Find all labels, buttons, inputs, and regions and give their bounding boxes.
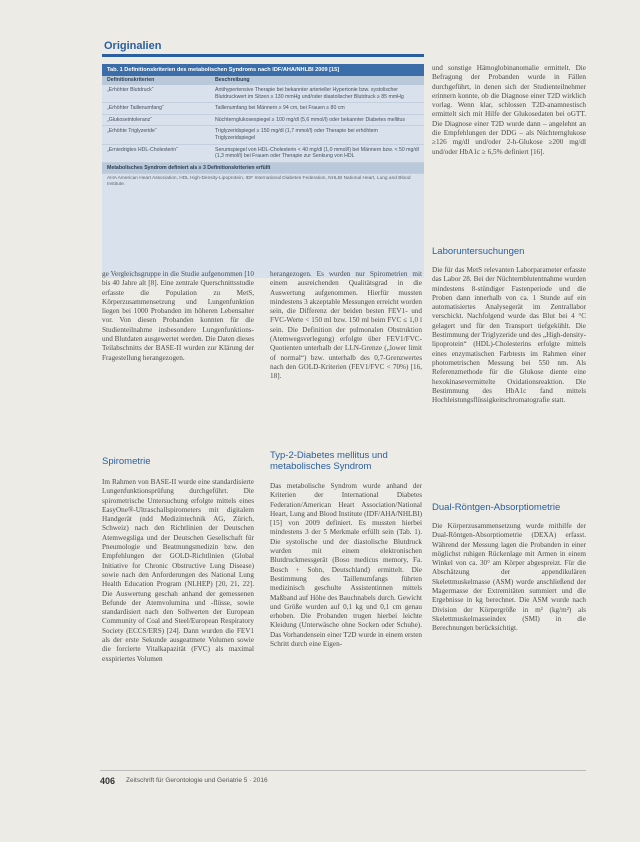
table-header-description: Beschreibung (215, 77, 250, 83)
table-summary-row: Metabolisches Syndrom definiert als ≥ 3 Definitionskriterien erfüllt (102, 163, 424, 175)
section-rule (102, 54, 424, 57)
table-cell-description: Serumspiegel von HDL-Cholesterin < 40 mg/dl (1,0 mmol/l) bei Männern bzw. < 50 mg/dl (1,3 mmol/l) bei Frauen oder Therapie zur Senkung von HDL (215, 146, 419, 160)
footer-rule (100, 770, 586, 771)
criteria-table (102, 64, 424, 278)
paragraph: Die für das MetS relevanten Laborparameter erfasste das Labor 28. Bei der Nüchternblutentnahme wurden mindestens 8-stündiger Fastenperiode und die Proben dann innerhalb von ca. 1 Stunde auf ein automatisiertes Analysegerät im Zentrallabor verschickt. Nachfolgend wurde das Blut bei 4 °C gelagert und für den Transport tiefgekühlt. Die Bestimmung der Triglyzeride und des „High-density-lipoprotein“ (HDL)-Cholesterins erfolgte mittels eines enzymatischen Farbtests im Rahmen einer photometrischen Messung bei 550 nm. Als Referenzmethode für die Glukose diente eine hexokinasevermittelte Oxidationsreaktion. Die Bestimmung des HbA1c fand mittels Hochleistungsflüssigkeitschromatografie statt. (432, 266, 586, 405)
paragraph: ge Vergleichsgruppe in die Studie aufgenommen [10 bis 40 Jahre alt [8]. Eine zentrale Querschnittsstudie erfasste die Population zu MetS, Körperzusammensetzung und Lungenfunktion liegen bei 1000 Probanden im höheren Lebensalter vor. Von diesen Probanden konnten für die Studienteilnahme insbesondere Lungenfunktions- und Blutdaten ausgewertet werden. Die Daten dieses Teilabschnitts der BASE-II wurden zur Klärung der Fragestellung herangezogen. (102, 270, 254, 362)
table-row (102, 145, 424, 163)
heading-dual-roentgen: Dual-Röntgen-Absorptiometrie (432, 502, 561, 513)
paragraph: Das metabolische Syndrom wurde anhand der Kriterien der International Diabetes Federation/American Heart Association/National Heart, Lung and Blood Institute (IDF/AHA/NHLBI) [15] von 2009 definiert. Es mussten hierbei mindestens 3 der 5 Merkmale erfüllt sein (Tab. 1). Die systolische und der diastolische Blutdruck wurden mit einem elektronischen Blutdruckmessgerät (Boso medicus memory, Fa. Bosch + Sohn, Deutschland) ermittelt. Die Bestimmung des Taillenumfangs führten medizinisch geschulte Assistentinnen mittels Maßband auf Höhe des Bauchnabels durch. Gewicht und Größe wurden auf 0,1 kg und 0,1 cm genau erhoben. Die Probanden trugen hierbei leichte Kleidung (Unterwäsche ohne Socken oder Schuhe). Das Vorhandensein einer T2D wurde in einem ersten Schritt durch eine Eigen- (270, 482, 422, 649)
paragraph: herangezogen. Es wurden nur Spirometrien mit einem ausreichenden Qualitätsgrad in die Auswertung aufgenommen. Hierfür mussten mindestens 3 akzeptable Messungen erreicht worden sein, die Differenz der beiden besten FEV1- und FVC-Werte < 150 ml bzw. 150 ml beim FVC ≤ 1,0 l sein. Die Definition der pulmonalen Obstruktion (Atemwegsverlegung) erfolgte über FEV1/FVC-Quotienten unterhalb der LLN-Grenze („lower limit of normal“) bzw. unterhalb des 0,7-Grenzwertes nach den GOLD-Kriterien (FEV1/FVC < 70%) [16, 18]. (270, 270, 422, 381)
table-row (102, 115, 424, 127)
table-header-row (102, 76, 424, 85)
table-cell-criterion: „Erniedrigtes HDL-Cholesterin“ (107, 146, 178, 153)
left-column-intro-text (102, 270, 254, 436)
section-label: Originalien (104, 40, 162, 52)
table-footnote: AHA American Heart Association, HDL High-Density-Lipoprotein, IDF International Diabetes Federation, NHLBI National Heart, Lung and Blood Institute. (107, 176, 411, 188)
page-number: 406 (100, 776, 116, 786)
heading-laboruntersuchungen: Laboruntersuchungen (432, 246, 525, 257)
table-row (102, 85, 424, 103)
heading-typ2-diabetes: Typ-2-Diabetes mellitus und metabolisches Syndrom (270, 450, 388, 472)
table-row (102, 103, 424, 115)
typ2-diabetes-text (270, 482, 422, 764)
table-cell-description: Triglyzeridspiegel ≥ 150 mg/dl (1,7 mmol/l) oder Therapie bei erhöhtem Triglyzeridspiegel (215, 128, 378, 141)
middle-column-intro-text (270, 270, 422, 446)
table-cell-criterion: „Glukoseintoleranz“ (107, 116, 152, 123)
table-cell-description: Antihypertensive Therapie bei bekannter arterieller Hypertonie bzw. systolischer Blutdruckwert im Sitzen ≥ 130 mmHg und/oder diastolischer Blutdruck ≥ 85 mmHg (215, 87, 404, 100)
spirometrie-text (102, 478, 254, 764)
table-header-criterion: Definitionskriterien (107, 77, 155, 83)
table-row (102, 126, 424, 144)
paragraph: und sonstige Hämoglobinanomalie ermittelt. Die Befragung der Probanden wurde in Fällen durchgeführt, in denen sich der Studienteilnehmer erinnern konnte, ob die Diagnose einer T2D wirklich vorlag. Wenn klar, schlossen T2D-anamnestisch ermittelt sich mit Hilfe der Glukosedaten bei oGTT. Die Diagnose einer T2D wurde dann – angelehnt an die Empfehlungen der DDG – als Nüchternglukose ≥126 mg/dl und/oder 2-h-Glukose ≥200 mg/dl und/oder HbA1c ≥ 6,5% definiert [16]. (432, 64, 586, 156)
table-cell-criterion: „Erhöhte Triglyzeride“ (107, 128, 157, 135)
journal-citation: Zeitschrift für Gerontologie und Geriatrie 5 · 2016 (126, 777, 268, 784)
paragraph: Im Rahmen von BASE-II wurde eine standardisierte Lungenfunktionsprüfung durchgeführt. Die spirometrische Untersuchung erfolgte mittels eines EasyOne®-Ultraschallspirometers mit digitalem Handgerät (ndd Medizintechnik AG, Zürich, Schweiz) nach den Richtlinien der Deutschen Atemwegsliga und der Deutschen Gesellschaft für Pneumologie und Beatmungsmedizin bzw. den Empfehlungen der GOLD-Richtlinien (Global Initiative for Chronic Obstructive Lung Disease) sowie nach den Anforderungen des National Lung Health Education Program (NLHEP) [20, 21, 22]. Die Auswertung geschah anhand der gemessenen Befunde der Atemvolumina und -flüsse, sowie standardisiert nach den Sollwerten der European Community of Coal and Steel/European Respiratory Society (ECCS/ERS) [24]. Dann wurden die FEV1 als der erste Sekunde ausgeatmete Volumen sowie die forcierte Vitalkapazität (FVC) als maximal exspiriertes Volumen (102, 478, 254, 663)
heading-spirometrie: Spirometrie (102, 456, 151, 467)
table-cell-criterion: „Erhöhter Taillenumfang“ (107, 105, 164, 112)
right-column-intro-text (432, 64, 586, 236)
table-cell-description: Nüchternglukosespiegel ≥ 100 mg/dl (5,6 mmol/l) oder bekannter Diabetes mellitus (215, 116, 405, 123)
table-cell-criterion: „Erhöhter Blutdruck“ (107, 87, 154, 93)
dual-roentgen-text (432, 522, 586, 700)
laboruntersuchungen-text (432, 266, 586, 492)
paragraph: Die Körperzusammensetzung wurde mithilfe der Dual-Röntgen-Absorptiometrie (DEXA) erfasst. Während der Messung lagen die Probanden in einer möglichst ruhigen Rückenlage mit Armen in einem Winkel von ca. 30° am Körper abgespreizt. Für die Abschätzung der appendikulären Skelettmuskelmasse (ASM) wurde anschließend der Magermasse der Extremitäten summiert und die Ergebnisse in kg berechnet. Die ASM wurde nach Division der Körpergröße in m² (kg/m²) als Skelettmuskelmasseindex (SMI) in die Berechnungen berücksichtigt. (432, 522, 586, 633)
table-cell-description: Taillenumfang bei Männern ≥ 94 cm, bei Frauen ≥ 80 cm (215, 105, 345, 112)
table-caption: Tab. 1 Definitionskriterien des metabolischen Syndroms nach IDF/AHA/NHLBI 2009 [15] (102, 64, 424, 76)
